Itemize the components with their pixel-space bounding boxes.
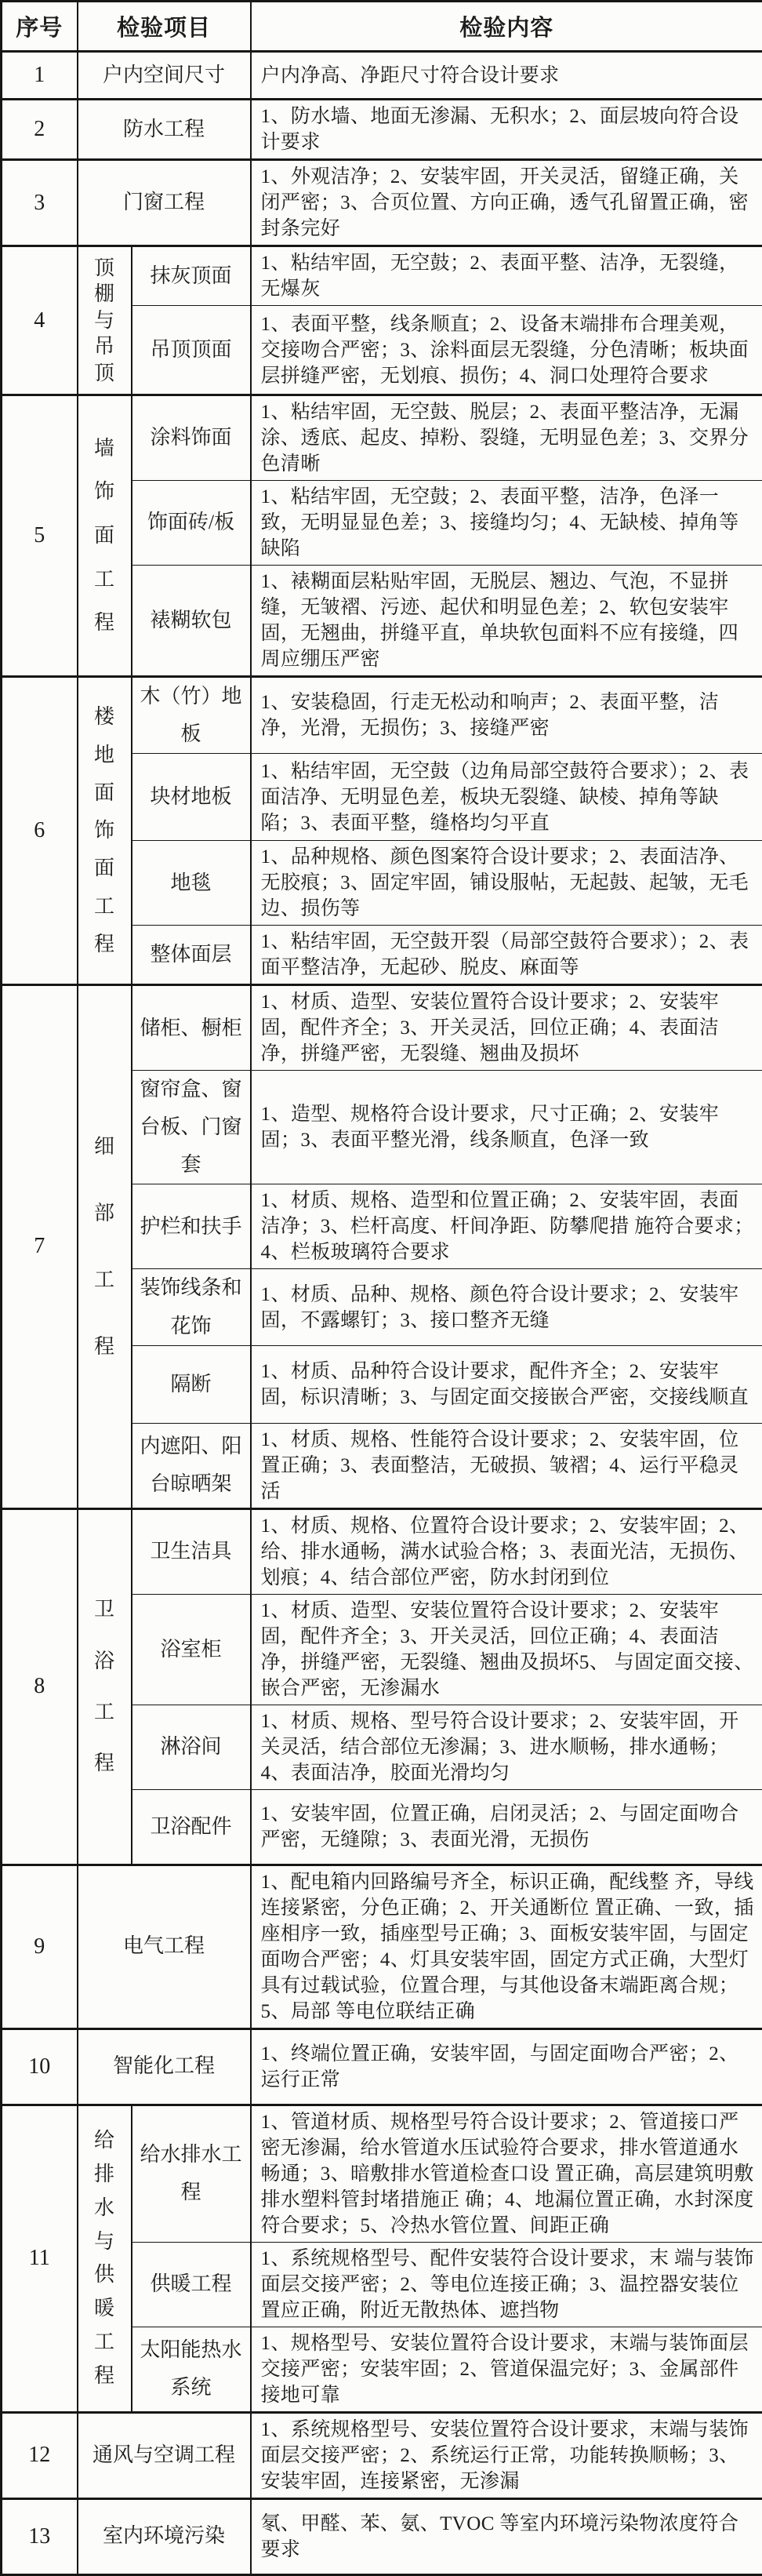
content-cell: 1、安装稳固，行走无松动和响声；2、表面平整，洁净，光滑，无损伤；3、接缝严密 xyxy=(251,677,762,754)
sub-item-label: 浴室柜 xyxy=(132,1594,251,1705)
content-cell: 1、品种规格、颜色图案符合设计要求；2、表面洁净、无胶痕；3、固定牢固，铺设服帖，无起鼓、起皱，无毛边、损伤等 xyxy=(251,841,762,926)
col-header-item: 检验项目 xyxy=(78,2,251,52)
item-name: 智能化工程 xyxy=(78,2028,251,2105)
content-cell: 1、造型、规格符合设计要求，尺寸正确；2、安装牢固；3、表面平整光滑，线条顺直，色泽一致 xyxy=(251,1071,762,1184)
header-row xyxy=(2,2,762,52)
item-name: 防水工程 xyxy=(78,100,251,160)
row-no: 6 xyxy=(2,677,78,985)
sub-item-label: 整体面层 xyxy=(132,926,251,985)
table-row xyxy=(2,2105,762,2242)
sub-item-label: 窗帘盒、窗台板、门窗套 xyxy=(132,1071,251,1184)
content-cell: 1、配电箱内回路编号齐全，标识正确，配线整 齐，导线连接紧密，分色正确；2、开关通断位 置正确、一致，插座相序一致，插座型号正确；3、面板安装牢固，与固定面吻合严密；4、灯具安装牢固，固定方式正确，大型灯具有过载试验，位置合理，与其他设备末端距离合规；5、局部 等电位联结正确 xyxy=(251,1865,762,2028)
content-cell: 1、粘结牢固，无空鼓；2、表面平整，洁净，色泽一致，无明显显色差；3、接缝均匀；4、无缺棱、掉角等缺陷 xyxy=(251,481,762,566)
sub-item-label: 淋浴间 xyxy=(132,1705,251,1789)
category-label: 细 部 工 程 xyxy=(78,985,132,1508)
content-cell: 1、表面平整，线条顺直；2、设备末端排布合理美观，交接吻合严密；3、涂料面层无裂缝，分色清晰；板块面层拼缝严密，无划痕、损伤；4、洞口处理符合要求 xyxy=(251,306,762,395)
category-label: 顶 棚 与 吊 顶 xyxy=(78,246,132,395)
sub-item-label: 护栏和扶手 xyxy=(132,1184,251,1269)
item-name: 室内环境污染 xyxy=(78,2498,251,2574)
row-no: 1 xyxy=(2,52,78,100)
table-row xyxy=(2,1865,762,2028)
sub-item-label: 隔断 xyxy=(132,1345,251,1423)
table-row xyxy=(2,246,762,306)
table-row xyxy=(2,1508,762,1594)
sub-item-label: 块材地板 xyxy=(132,754,251,841)
sub-item-label: 抹灰顶面 xyxy=(132,246,251,306)
item-name: 门窗工程 xyxy=(78,160,251,246)
row-no: 10 xyxy=(2,2028,78,2105)
item-name: 通风与空调工程 xyxy=(78,2412,251,2498)
content-cell: 1、材质、品种、规格、颜色符合设计要求；2、安装牢固，不露螺钉；3、接口整齐无缝 xyxy=(251,1269,762,1345)
table-row xyxy=(2,160,762,246)
row-no: 8 xyxy=(2,1508,78,1865)
table-row xyxy=(2,100,762,160)
row-no: 5 xyxy=(2,395,78,677)
content-cell: 1、规格型号、安装位置符合设计要求，末端与装饰面层交接严密；安装牢固；2、管道保温完好；3、金属部件接地可靠 xyxy=(251,2327,762,2412)
content-cell: 户内净高、净距尺寸符合设计要求 xyxy=(251,52,762,100)
item-name: 电气工程 xyxy=(78,1865,251,2028)
content-cell: 1、终端位置正确，安装牢固，与固定面吻合严密；2、运行正常 xyxy=(251,2028,762,2105)
sub-item-label: 卫浴配件 xyxy=(132,1789,251,1865)
sub-item-label: 饰面砖/板 xyxy=(132,481,251,566)
sub-item-label: 裱糊软包 xyxy=(132,566,251,677)
col-header-content: 检验内容 xyxy=(251,2,762,52)
content-cell: 1、材质、造型、安装位置符合设计要求；2、安装牢固，配件齐全；3、开关灵活，回位正确；4、表面洁净，拼缝严密，无裂缝、翘曲及损坏5、 与固定面交接、嵌合严密，无渗漏水 xyxy=(251,1594,762,1705)
category-label: 楼 地 面 饰 面 工 程 xyxy=(78,677,132,985)
sub-item-label: 储柜、橱柜 xyxy=(132,985,251,1071)
table-row xyxy=(2,2498,762,2574)
sub-item-label: 太阳能热水系统 xyxy=(132,2327,251,2412)
content-cell: 1、粘结牢固，无空鼓开裂（局部空鼓符合要求）；2、表面平整洁净，无起砂、脱皮、麻面等 xyxy=(251,926,762,985)
sub-item-label: 供暖工程 xyxy=(132,2242,251,2327)
content-cell: 1、裱糊面层粘贴牢固，无脱层、翘边、气泡，不显拼缝，无皱褶、污迹、起伏和明显色差；2、软包安装牢固，无翘曲，拼缝平直，单块软包面料不应有接缝，四周应绷压严密 xyxy=(251,566,762,677)
content-cell: 1、材质、规格、性能符合设计要求；2、安装牢固，位置正确；3、表面整洁，无破损、皱褶；4、运行平稳灵活 xyxy=(251,1423,762,1508)
row-no: 2 xyxy=(2,100,78,160)
sub-item-label: 内遮阳、阳台晾晒架 xyxy=(132,1423,251,1508)
col-header-no: 序号 xyxy=(2,2,78,52)
sub-item-label: 涂料饰面 xyxy=(132,395,251,481)
table-row xyxy=(2,52,762,100)
sub-item-label: 木（竹）地板 xyxy=(132,677,251,754)
content-cell: 1、材质、品种符合设计要求，配件齐全；2、安装牢固，标识清晰；3、与固定面交接嵌合严密，交接线顺直 xyxy=(251,1345,762,1423)
row-no: 13 xyxy=(2,2498,78,2574)
content-cell: 1、系统规格型号、安装位置符合设计要求，末端与装饰面层交接严密；2、系统运行正常，功能转换顺畅；3、安装牢固，连接紧密，无渗漏 xyxy=(251,2412,762,2498)
content-cell: 1、系统规格型号、配件安装符合设计要求，末 端与装饰面层交接严密；2、等电位连接正确；3、温控器安装位置应正确，附近无散热体、遮挡物 xyxy=(251,2242,762,2327)
sub-item-label: 吊顶顶面 xyxy=(132,306,251,395)
sub-item-label: 卫生洁具 xyxy=(132,1508,251,1594)
content-cell: 1、防水墙、地面无渗漏、无积水；2、面层坡向符合设计要求 xyxy=(251,100,762,160)
content-cell: 1、管道材质、规格型号符合设计要求；2、管道接口严密无渗漏，给水管道水压试验符合要求，排水管道通水畅通；3、暗敷排水管道检查口设 置正确，高层建筑明敷排水塑料管封堵措施正 确；4、地漏位置正确，水封深度符合要求；5、冷热水管位置、间距正确 xyxy=(251,2105,762,2242)
content-cell: 1、外观洁净；2、安装牢固，开关灵活，留缝正确，关闭严密；3、合页位置、方向正确，透气孔留置正确，密封条完好 xyxy=(251,160,762,246)
content-cell: 1、材质、规格、位置符合设计要求；2、安装牢固；2、给、排水通畅，满水试验合格；3、表面光洁，无损伤、划痕；4、结合部位严密，防水封闭到位 xyxy=(251,1508,762,1594)
row-no: 4 xyxy=(2,246,78,395)
sub-item-label: 装饰线条和花饰 xyxy=(132,1269,251,1345)
sub-item-label: 给水排水工程 xyxy=(132,2105,251,2242)
content-cell: 1、材质、规格、型号符合设计要求；2、安装牢固，开关灵活，结合部位无渗漏；3、进水顺畅，排水通畅；4、表面洁净，胶面光滑均匀 xyxy=(251,1705,762,1789)
content-cell: 1、材质、造型、安装位置符合设计要求；2、安装牢固，配件齐全；3、开关灵活，回位正确；4、表面洁净，拼缝严密，无裂缝、翘曲及损坏 xyxy=(251,985,762,1071)
content-cell: 1、安装牢固，位置正确，启闭灵活；2、与固定面吻合严密，无缝隙；3、表面光滑，无损伤 xyxy=(251,1789,762,1865)
table-row xyxy=(2,395,762,481)
content-cell: 1、材质、规格、造型和位置正确；2、安装牢固，表面洁净；3、栏杆高度、杆间净距、防攀爬措 施符合要求；4、栏板玻璃符合要求 xyxy=(251,1184,762,1269)
row-no: 11 xyxy=(2,2105,78,2412)
table-row xyxy=(2,2412,762,2498)
sub-item-label: 地毯 xyxy=(132,841,251,926)
item-name: 户内空间尺寸 xyxy=(78,52,251,100)
content-cell: 1、粘结牢固，无空鼓（边角局部空鼓符合要求）；2、表面洁净、无明显色差，板块无裂缝、缺棱、掉角等缺陷；3、表面平整，缝格均匀平直 xyxy=(251,754,762,841)
content-cell: 1、粘结牢固，无空鼓；2、表面平整、洁净，无裂缝，无爆灰 xyxy=(251,246,762,306)
row-no: 7 xyxy=(2,985,78,1508)
category-label: 给 排 水 与 供 暖 工 程 xyxy=(78,2105,132,2412)
table-row xyxy=(2,677,762,754)
table-row xyxy=(2,985,762,1071)
content-cell: 1、粘结牢固，无空鼓、脱层；2、表面平整洁净，无漏涂、透底、起皮、掉粉、裂缝，无明显色差；3、交界分色清晰 xyxy=(251,395,762,481)
row-no: 3 xyxy=(2,160,78,246)
category-label: 墙 饰 面 工 程 xyxy=(78,395,132,677)
table-row xyxy=(2,2028,762,2105)
row-no: 9 xyxy=(2,1865,78,2028)
category-label: 卫 浴 工 程 xyxy=(78,1508,132,1865)
row-no: 12 xyxy=(2,2412,78,2498)
content-cell: 氡、甲醛、苯、氨、TVOC 等室内环境污染物浓度符合要求 xyxy=(251,2498,762,2574)
